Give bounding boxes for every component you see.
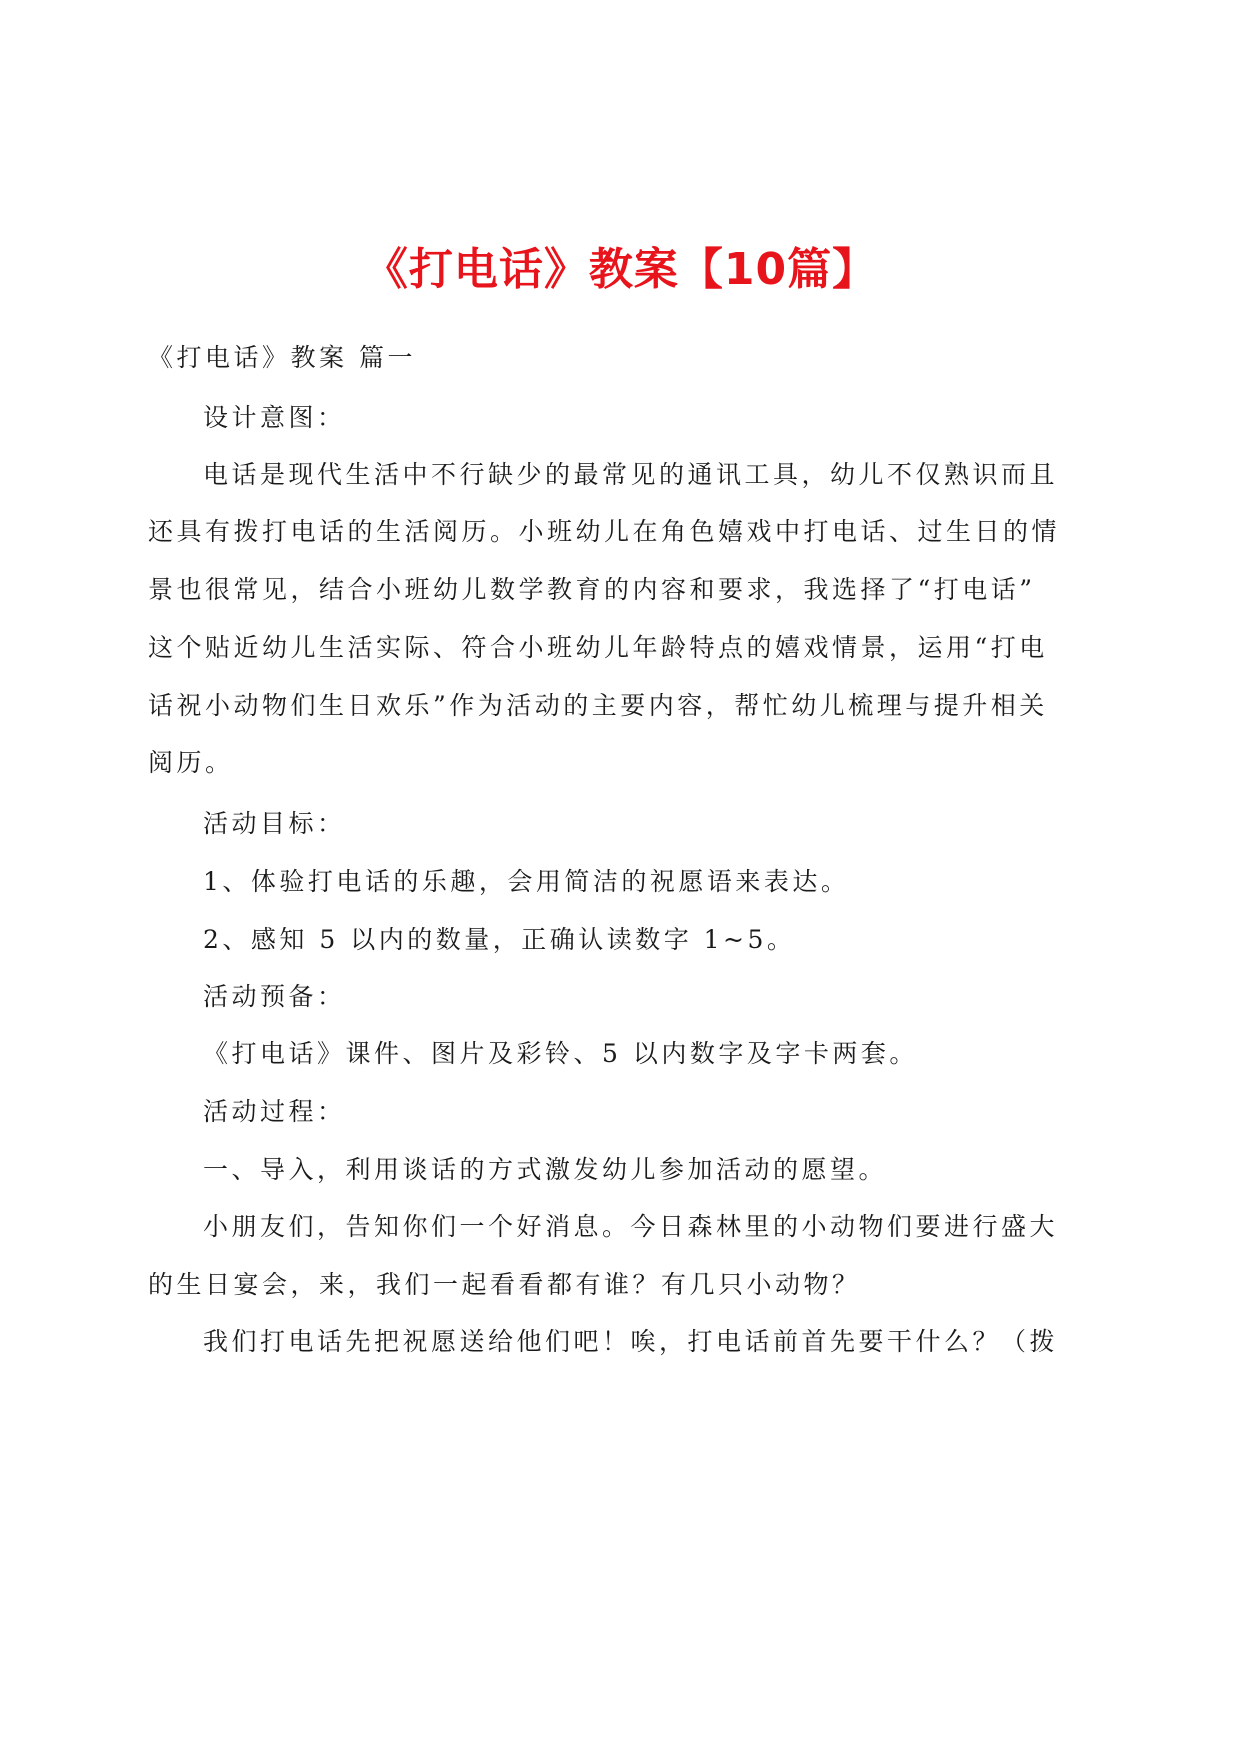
- paragraph-line: 1、体验打电话的乐趣，会用简洁的祝愿语来表达。: [203, 867, 850, 896]
- paragraph-line: 景也很常见，结合小班幼儿数学教育的内容和要求，我选择了“打电话”: [148, 575, 1036, 604]
- paragraph-line: 《打电话》课件、图片及彩铃、5 以内数字及字卡两套。: [203, 1039, 918, 1068]
- paragraph-line: 一、导入，利用谈话的方式激发幼儿参加活动的愿望。: [203, 1155, 888, 1184]
- paragraph-line: 还具有拨打电话的生活阅历。小班幼儿在角色嬉戏中打电话、过生日的情: [148, 517, 1061, 546]
- paragraph-line: 电话是现代生活中不行缺少的最常见的通讯工具，幼儿不仅熟识而且: [203, 460, 1059, 489]
- document-title: 《打电话》教案【10篇】: [363, 244, 878, 295]
- paragraph-line: 阅历。: [148, 748, 234, 777]
- paragraph-line: 小朋友们，告知你们一个好消息。今日森林里的小动物们要进行盛大: [203, 1212, 1059, 1241]
- paragraph-line: 这个贴近幼儿生活实际、符合小班幼儿年龄特点的嬉戏情景，运用“打电: [148, 633, 1048, 662]
- paragraph-line: 活动目标：: [203, 809, 346, 838]
- paragraph-line: 的生日宴会，来，我们一起看看都有谁？有几只小动物？: [148, 1270, 861, 1299]
- paragraph-line: 我们打电话先把祝愿送给他们吧！唉，打电话前首先要干什么？（拨: [203, 1327, 1059, 1356]
- paragraph-line: 活动过程：: [203, 1097, 346, 1126]
- paragraph-line: 设计意图：: [203, 403, 346, 432]
- section-heading: 《打电话》教案 篇一: [148, 343, 416, 372]
- paragraph-line: 活动预备：: [203, 982, 346, 1011]
- paragraph-line: 2、感知 5 以内的数量，正确认读数字 1~5。: [203, 925, 796, 954]
- paragraph-line: 话祝小动物们生日欢乐”作为活动的主要内容，帮忙幼儿梳理与提升相关: [148, 691, 1048, 720]
